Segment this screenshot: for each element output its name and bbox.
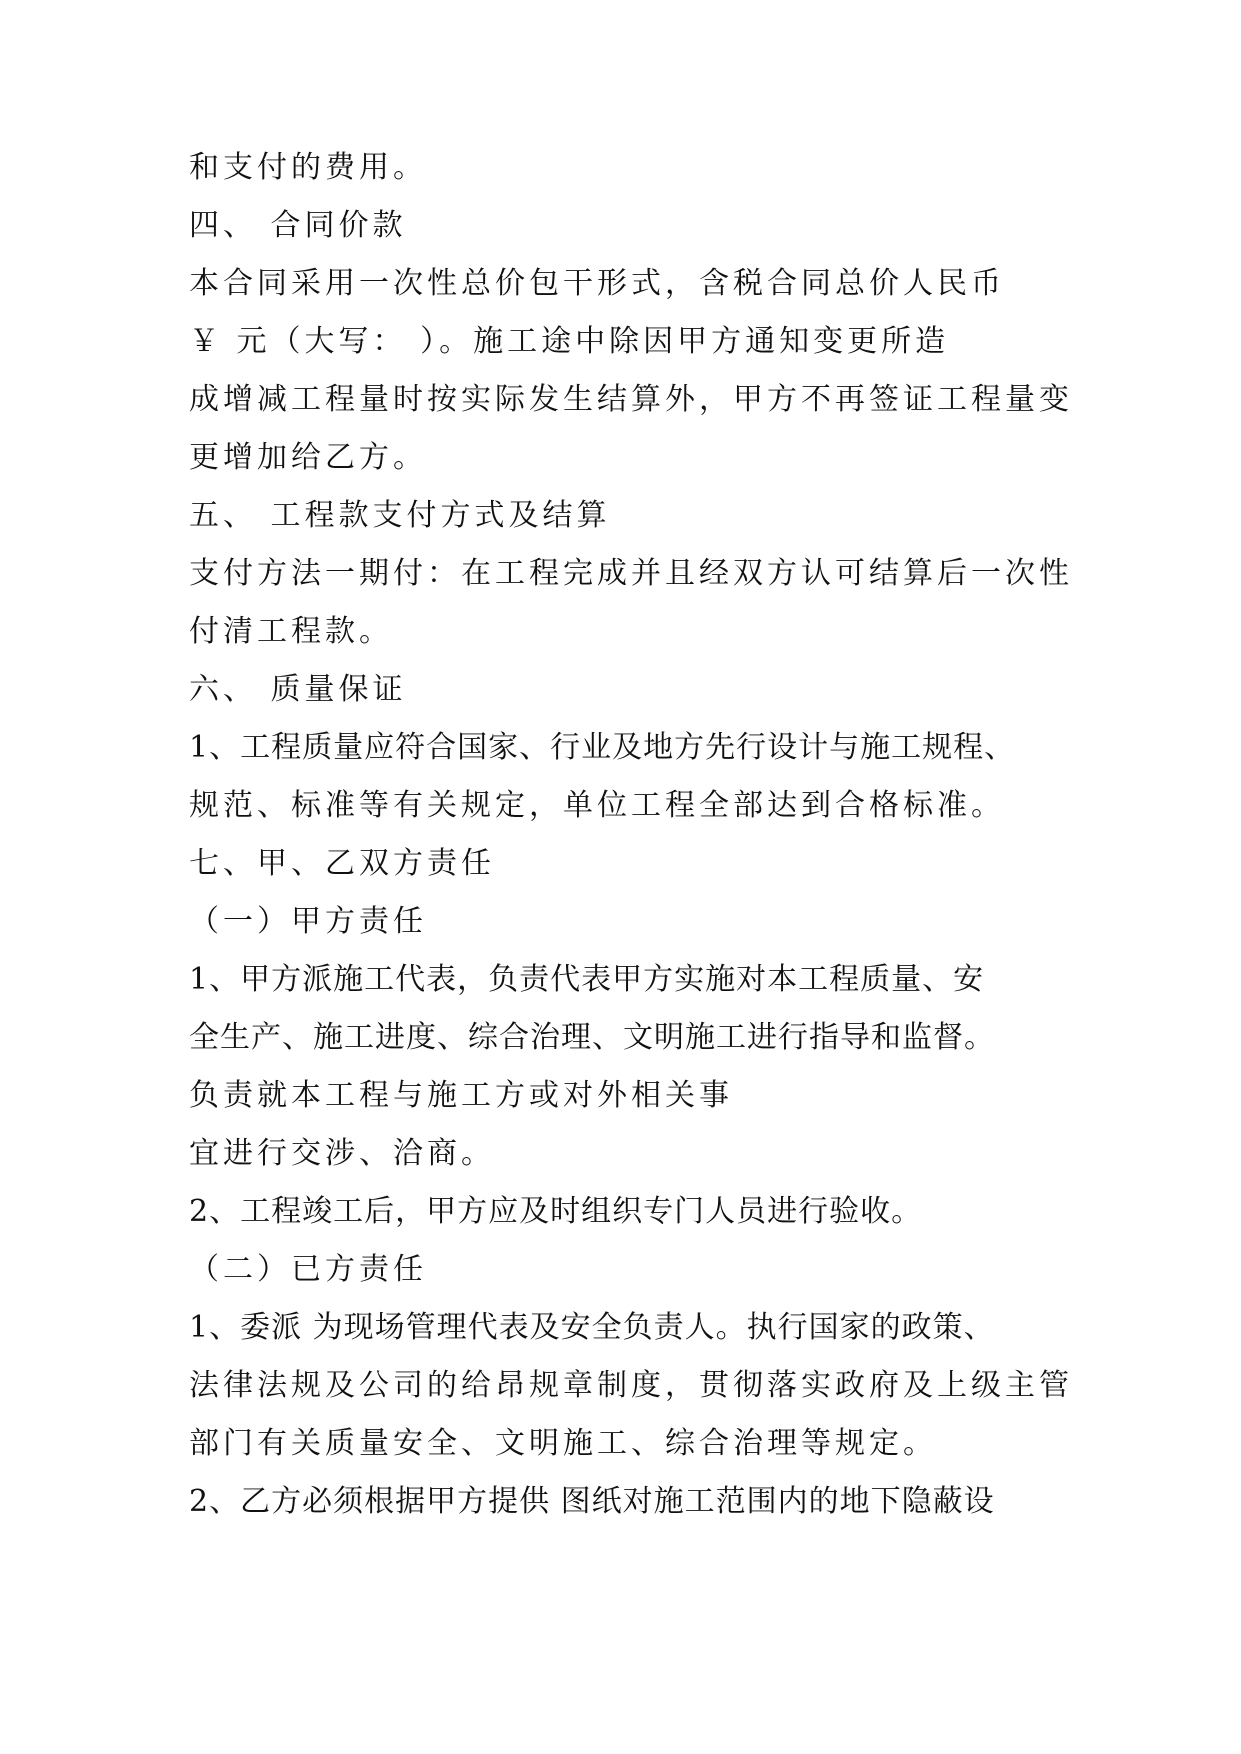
text-line: 负责就本工程与施工方或对外相关事 [189,1078,733,1113]
text-line: 1、甲方派施工代表，负责代表甲方实施对本工程质量、安 [189,962,985,997]
text-line: 全生产、施工进度、综合治理、文明施工进行指导和监督。 [189,1020,995,1055]
section-heading: 四、 合同价款 [189,208,407,243]
text-line: 付清工程款。 [189,614,393,649]
text-line: 宜进行交涉、洽商。 [189,1136,495,1171]
text-line: 1、委派 为现场管理代表及安全负责人。执行国家的政策、 [189,1310,995,1345]
subsection-heading: （一）甲方责任 [189,904,427,939]
text-line: 规范、标准等有关规定，单位工程全部达到合格标准。 [189,788,1005,823]
text-line: ￥ 元（大写： ）。施工途中除因甲方通知变更所造 [189,324,950,359]
text-line: 2、乙方必须根据甲方提供 图纸对施工范围内的地下隐蔽设 [189,1484,995,1519]
text-line: 成增减工程量时按实际发生结算外，甲方不再签证工程量变 [189,382,1073,417]
section-heading: 五、 工程款支付方式及结算 [189,498,611,533]
text-line: 本合同采用一次性总价包干形式，含税合同总价人民币 [189,266,1005,301]
subsection-heading: （二）已方责任 [189,1252,427,1287]
text-line: 和支付的费用。 [189,150,427,185]
text-line: 更增加给乙方。 [189,440,427,475]
text-line: 支付方法一期付：在工程完成并且经双方认可结算后一次性 [189,556,1073,591]
section-heading: 六、 质量保证 [189,672,407,707]
text-line: 1、工程质量应符合国家、行业及地方先行设计与施工规程、 [189,730,1016,765]
text-line: 法律法规及公司的给昂规章制度，贯彻落实政府及上级主管 [189,1368,1073,1403]
text-line: 部门有关质量安全、文明施工、综合治理等规定。 [189,1426,937,1461]
section-heading: 七、甲、乙双方责任 [189,846,495,881]
text-line: 2、工程竣工后，甲方应及时组织专门人员进行验收。 [189,1194,923,1229]
